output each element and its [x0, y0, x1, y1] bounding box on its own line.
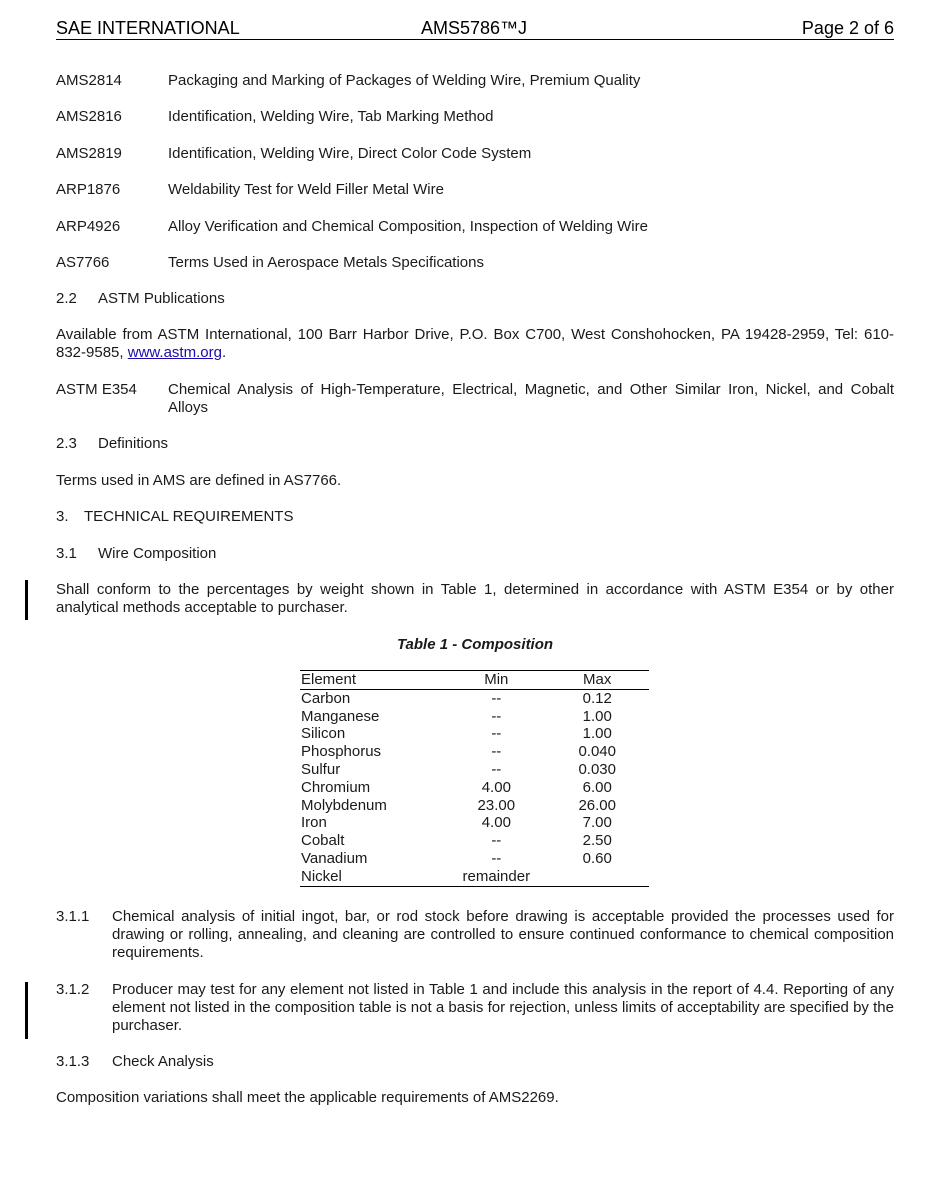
min-value: -- — [491, 689, 502, 707]
section-heading-3-1 — [56, 545, 894, 563]
section-number: 3.1 — [56, 545, 77, 562]
min-value: -- — [491, 832, 502, 850]
max-value — [555, 868, 649, 886]
element-name: Phosphorus — [301, 743, 382, 761]
min-value: -- — [491, 725, 502, 743]
element-name: Cobalt — [301, 832, 345, 850]
table-row — [300, 797, 649, 815]
reference-code: AMS2819 — [56, 145, 122, 162]
composition-paragraph: Shall conform to the percentages by weight shown in Table 1, determined in accordance with ASTM E354 or by other analytical methods acceptable to purchaser. — [56, 581, 894, 616]
element-name: Manganese — [301, 707, 380, 725]
section-number: 2.3 — [56, 435, 77, 452]
section-heading-2-2 — [56, 290, 894, 308]
subsection-title: Check Analysis — [112, 1053, 214, 1070]
table-row — [300, 850, 649, 868]
max-value: 2.50 — [582, 832, 612, 850]
header-page-number: Page 2 of 6 — [801, 18, 894, 38]
section-title: TECHNICAL REQUIREMENTS — [84, 508, 294, 525]
table-row — [300, 832, 649, 850]
max-value: 0.040 — [578, 743, 616, 761]
section-number: 2.2 — [56, 290, 77, 307]
column-header-max: Max — [555, 671, 649, 690]
element-name: Nickel — [300, 868, 437, 886]
min-value: -- — [491, 743, 502, 761]
max-value: 0.12 — [582, 689, 612, 707]
section-number: 3. — [56, 508, 69, 525]
min-value: remainder — [437, 868, 555, 886]
element-name: Carbon — [301, 689, 351, 707]
revision-change-bar — [25, 580, 28, 620]
table-row — [300, 708, 649, 726]
max-value: 7.00 — [582, 814, 612, 832]
max-value: 0.030 — [578, 760, 616, 778]
element-name: Molybdenum — [301, 796, 387, 814]
check-analysis-paragraph: Composition variations shall meet the applicable requirements of AMS2269. — [56, 1089, 559, 1106]
table-header-row — [300, 671, 649, 690]
max-value: 1.00 — [582, 725, 612, 743]
max-value: 0.60 — [582, 849, 612, 867]
max-value: 6.00 — [582, 778, 612, 796]
reference-code: AMS2816 — [56, 108, 122, 125]
min-value: 4.00 — [481, 778, 511, 796]
element-name: Vanadium — [301, 849, 368, 867]
table-row — [300, 868, 649, 886]
header-organization: SAE INTERNATIONAL — [56, 18, 240, 38]
table-row — [300, 779, 649, 797]
section-title: Definitions — [98, 435, 169, 452]
reference-title: Weldability Test for Weld Filler Metal Wire — [168, 181, 444, 198]
max-value: 1.00 — [582, 707, 612, 725]
element-name: Chromium — [301, 778, 371, 796]
subsection-number: 3.1.1 — [56, 908, 90, 925]
subsection-text: Producer may test for any element not listed in Table 1 and include this analysis in the report of 4.4. Reporting of any element not listed in the composition table is not a basis for rejection, unless limits of acceptability are specified by the purchaser. — [112, 981, 894, 1034]
composition-table — [300, 670, 649, 887]
reference-title: Packaging and Marking of Packages of Welding Wire, Premium Quality — [168, 72, 641, 89]
astm-availability-paragraph — [56, 326, 894, 362]
subsection-text: Chemical analysis of initial ingot, bar, or rod stock before drawing is acceptable provided the processes used for drawing or rolling, annealing, and cleaning are controlled to ensure continued conformance to chemical composition requirements. — [112, 908, 894, 961]
min-value: -- — [491, 707, 502, 725]
max-value: 26.00 — [578, 796, 616, 814]
definitions-paragraph: Terms used in AMS are defined in AS7766. — [56, 472, 342, 489]
reference-code: ASTM E354 — [56, 381, 137, 398]
table-row — [300, 761, 649, 779]
table-row — [300, 725, 649, 743]
availability-period: . — [221, 344, 227, 361]
reference-code: ARP4926 — [56, 218, 121, 235]
min-value: 4.00 — [481, 814, 511, 832]
header-document-number: AMS5786™J — [421, 18, 528, 38]
element-name: Sulfur — [301, 760, 341, 778]
astm-website-link[interactable]: www.astm.org — [127, 344, 222, 361]
section-title: ASTM Publications — [98, 290, 225, 307]
column-header-element: Element — [300, 671, 437, 690]
table-row — [300, 689, 649, 707]
section-title: Wire Composition — [98, 545, 217, 562]
reference-title: Identification, Welding Wire, Tab Marking Method — [168, 108, 494, 125]
table-row — [300, 814, 649, 832]
reference-code: AS7766 — [56, 254, 110, 271]
min-value: 23.00 — [477, 796, 516, 814]
reference-title: Terms Used in Aerospace Metals Specifications — [168, 254, 484, 271]
section-heading-2-3 — [56, 435, 894, 453]
reference-title: Chemical Analysis of High-Temperature, Electrical, Magnetic, and Other Similar Iron, Nickel, and Cobalt Alloys — [168, 381, 894, 416]
table-row — [300, 743, 649, 761]
reference-title: Identification, Welding Wire, Direct Color Code System — [168, 145, 532, 162]
reference-code: AMS2814 — [56, 72, 122, 89]
table-caption: Table 1 - Composition — [396, 636, 554, 653]
min-value: -- — [491, 849, 502, 867]
revision-change-bar — [25, 982, 28, 1039]
element-name: Silicon — [301, 725, 346, 743]
page-header — [56, 17, 894, 40]
subsection-number: 3.1.2 — [56, 981, 90, 998]
element-name: Iron — [301, 814, 327, 832]
reference-code: ARP1876 — [56, 181, 121, 198]
reference-title: Alloy Verification and Chemical Composition, Inspection of Welding Wire — [168, 218, 648, 235]
column-header-min: Min — [437, 671, 555, 690]
availability-text: Available from ASTM International, 100 Barr Harbor Drive, P.O. Box C700, West Conshohocken, PA 19428-2959, Tel: 610-832-9585, — [56, 326, 894, 361]
min-value: -- — [491, 760, 502, 778]
subsection-number: 3.1.3 — [56, 1053, 90, 1070]
section-heading-3 — [56, 508, 894, 526]
